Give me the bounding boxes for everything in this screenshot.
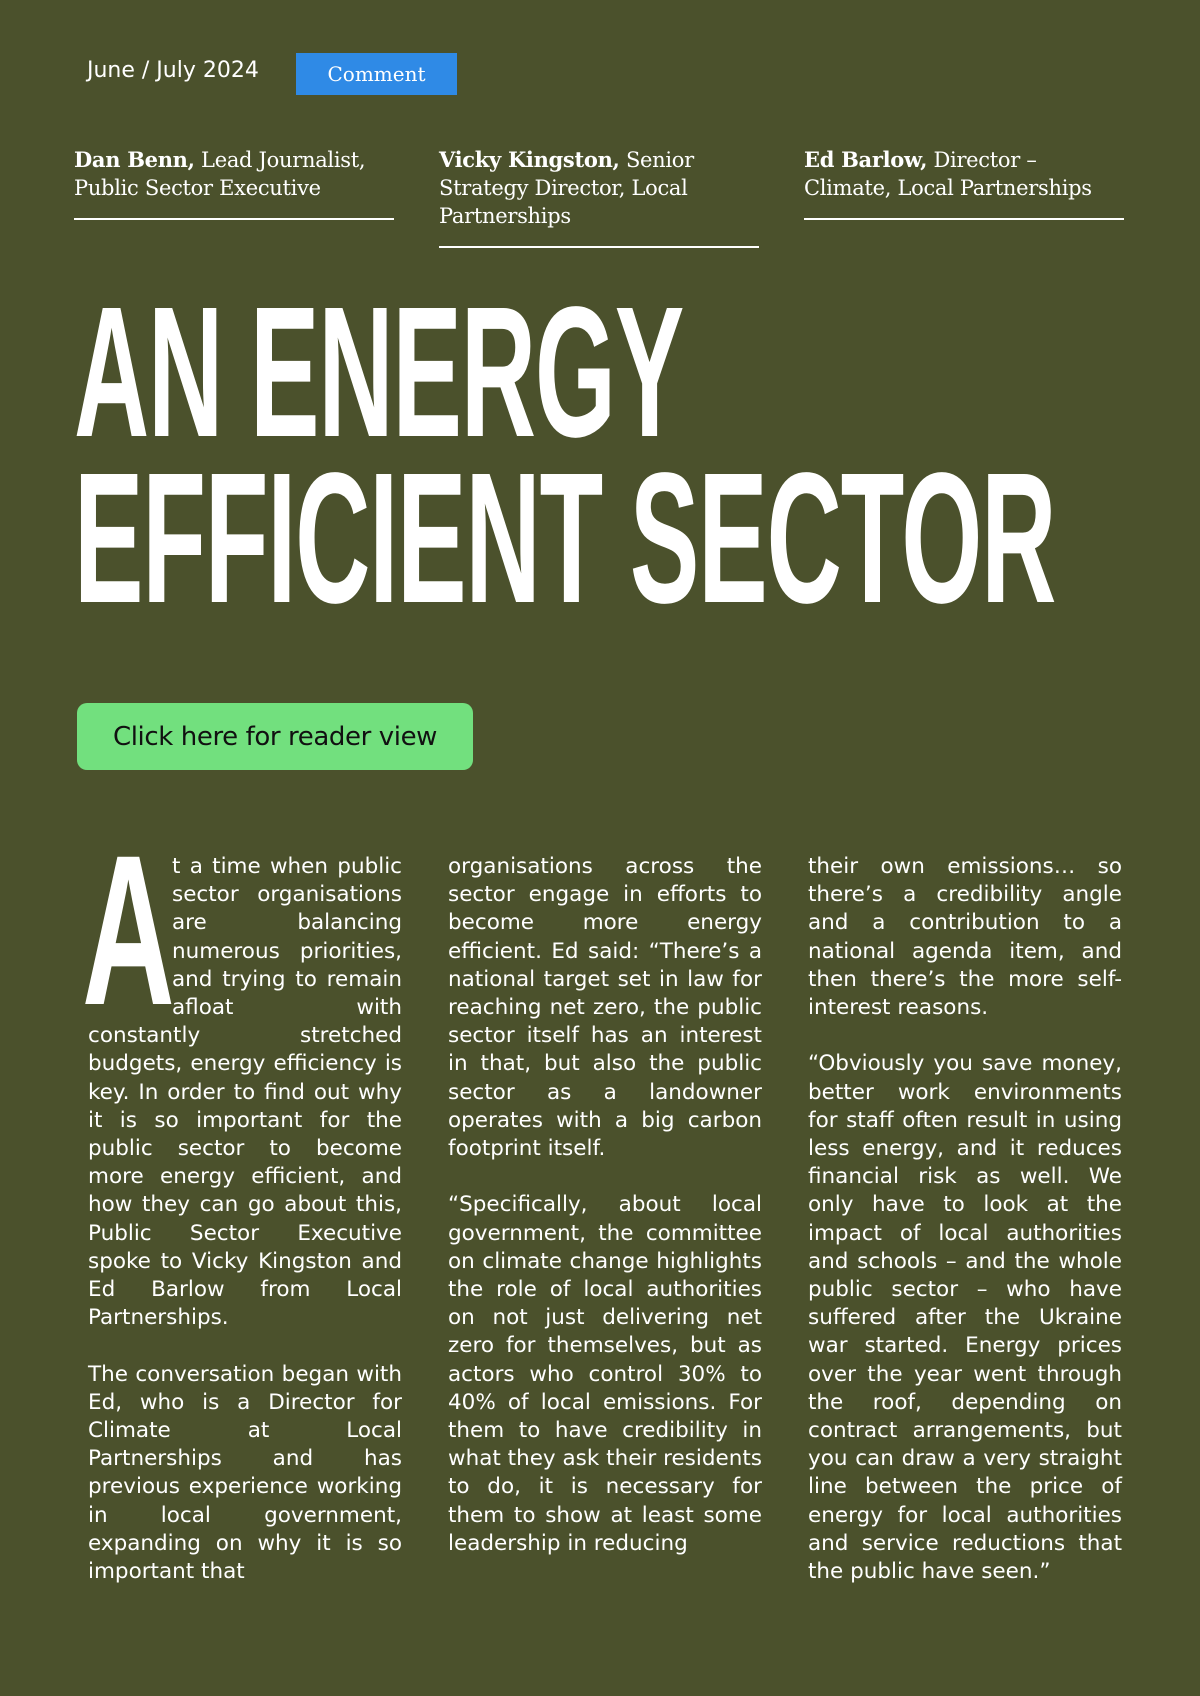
article-paragraph: “Specifically, about local government, the committee on climate change highlights the role of local authorities on not just delivering net zero for themselves, but as actors who control 30% to 40% of local emissions. For them to have credibility in what they ask their residents to do, it is necessary for them to show at least some leadership in reducing: [448, 1192, 762, 1556]
article-paragraph: organisations across the sector engage in efforts to become more energy efficient. Ed said: “There’s a national target set in law for reaching net zero, the public sector itself has an interest in that, but also the public sector as a landowner operates with a big carbon footprint itself.: [448, 854, 762, 1162]
byline-role: Lead Journalist, Public Sector Executive: [74, 148, 366, 200]
article-paragraph: their own emissions… so there’s a credibility angle and a contribution to a national agenda item, and then there’s the more self-interest reasons.: [808, 854, 1122, 1021]
headline-line-1: AN ENERGY: [74, 269, 684, 476]
article-headline: [74, 269, 1056, 642]
article-column-2: [448, 853, 762, 1586]
reader-view-button[interactable]: Click here for reader view: [77, 703, 473, 770]
byline-name: Vicky Kingston,: [439, 147, 620, 172]
byline-ed-barlow: [804, 146, 1124, 220]
issue-date: June / July 2024: [87, 58, 259, 83]
byline-role: Director – Climate, Local Partnerships: [804, 148, 1092, 200]
byline-name: Ed Barlow,: [804, 147, 928, 172]
drop-cap: A: [82, 811, 175, 1050]
byline-dan-benn: [74, 146, 394, 220]
article-column-3: [808, 853, 1122, 1614]
headline-line-2: EFFICIENT SECTOR: [74, 435, 1056, 642]
article-paragraph: The conversation began with Ed, who is a Director for Climate at Local Partnerships and has previous experience working in local government, expanding on why it is so important that: [88, 1361, 402, 1585]
paragraph-text: t a time when public sector organisations are balancing numerous priorities, and trying to remain afloat with constantly stretched budgets, energy efficiency is key. In order to find out why it is so important for the public sector to become more energy efficient, and how they can go about this, Public Sector Executive spoke to Vicky Kingston and Ed Barlow from Local Partnerships.: [88, 854, 402, 1331]
byline-vicky-kingston: [439, 146, 759, 248]
article-column-1: [82, 811, 402, 1614]
byline-role: Senior Strategy Director, Local Partnerships: [439, 148, 694, 228]
byline-name: Dan Benn,: [74, 147, 195, 172]
article-paragraph: “Obviously you save money, better work environments for staff often result in using less energy, and it reduces financial risk as well. We only have to look at the impact of local authorities and schools – and the whole public sector – who have suffered after the Ukraine war started. Energy prices over the year went through the roof, depending on contract arrangements, but you can draw a very straight line between the price of energy for local authorities and service reductions that the public have seen.”: [808, 1051, 1122, 1585]
article-paragraph: [82, 811, 402, 1332]
section-badge-comment[interactable]: Comment: [296, 53, 457, 95]
